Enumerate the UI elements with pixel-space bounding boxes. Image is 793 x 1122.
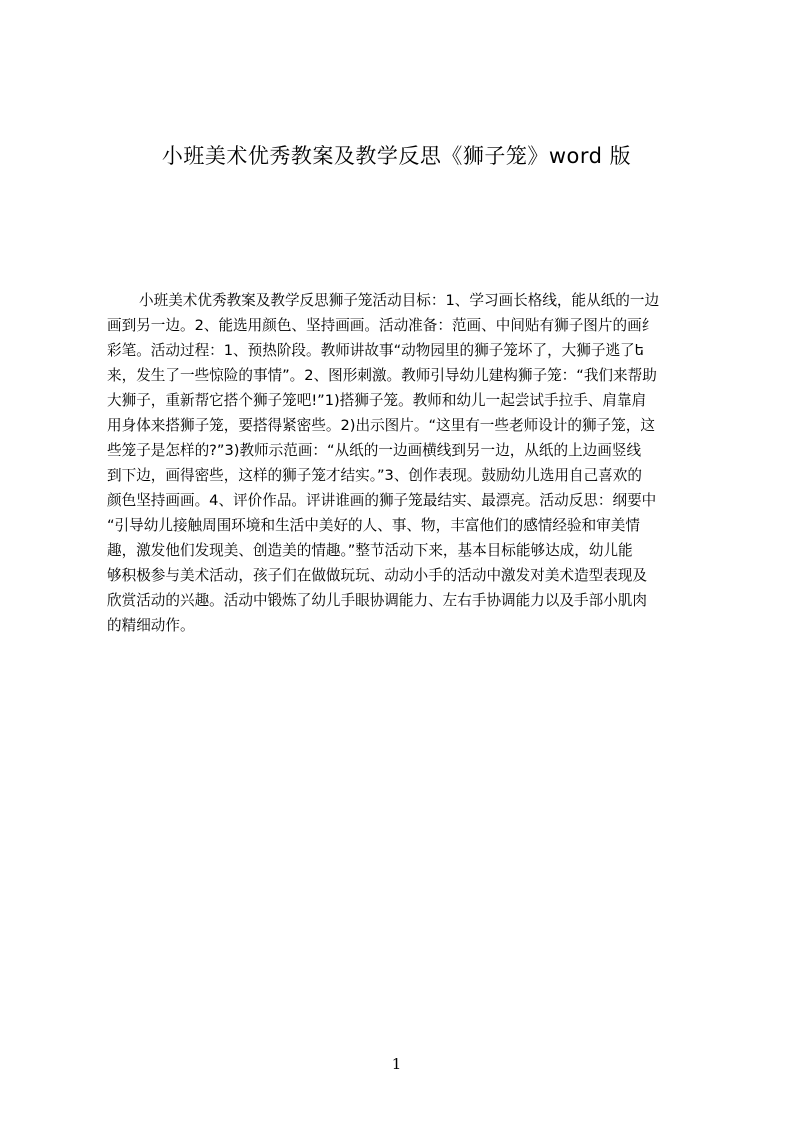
body-line: 够积极参与美术活动，孩子们在做做玩玩、动动小手的活动中激发对美术造型表现及 bbox=[107, 567, 647, 584]
body-line: 到下边，画得密些，这样的狮子笼才结实。”3、创作表现。鼓励幼儿选用自己喜欢的 bbox=[107, 467, 642, 484]
body-line: 大狮子，重新帮它搭个狮子笼吧!”1)搭狮子笼。教师和幼儿一起尝试手拉手、肩靠肩 bbox=[107, 392, 647, 409]
document-title: 小班美术优秀教案及教学反思《狮子笼》word 版 bbox=[161, 144, 632, 168]
body-line: 来，发生了一些惊险的事情”。2、图形刺激。教师引导幼儿建构狮子笼：“我们来帮助 bbox=[107, 367, 657, 384]
body-line: 彩笔。活动过程：1、预热阶段。教师讲故事“动物园里的狮子笼坏了，大狮子逃了ե bbox=[107, 342, 644, 359]
body-line: 欣赏活动的兴趣。活动中锻炼了幼儿手眼协调能力、左右手协调能力以及手部小肌肉 bbox=[107, 592, 647, 609]
body-line: 趣，激发他们发现美、创造美的情趣。”整节活动下来，基本目标能够达成，幼儿能 bbox=[107, 542, 633, 559]
body-line: 小班美术优秀教案及教学反思狮子笼活动目标：1、学习画长格线，能从纸的一边 bbox=[139, 292, 660, 309]
body-line: 用身体来搭狮子笼，要搭得紧密些。2)出示图片。“这里有一些老师设计的狮子笼，这 bbox=[107, 417, 655, 434]
body-line: “引导幼儿接触周围环境和生活中美好的人、事、物，丰富他们的感情经验和审美情 bbox=[107, 517, 640, 534]
body-line: 的精细动作。 bbox=[107, 617, 195, 634]
body-line: 画到另一边。2、能选用颜色、坚持画画。活动准备：范画、中间贴有狮子图片的画纟 bbox=[107, 317, 657, 334]
page-number: 1 bbox=[391, 1055, 402, 1073]
body-line: 颜色坚持画画。4、评价作品。评讲谁画的狮子笼最结实、最漂亮。活动反思：纲要中 bbox=[107, 492, 657, 509]
document-body bbox=[107, 288, 707, 638]
body-line: 些笼子是怎样的?”3)教师示范画：“从纸的一边画横线到另一边，从纸的上边画竖线 bbox=[107, 442, 642, 459]
